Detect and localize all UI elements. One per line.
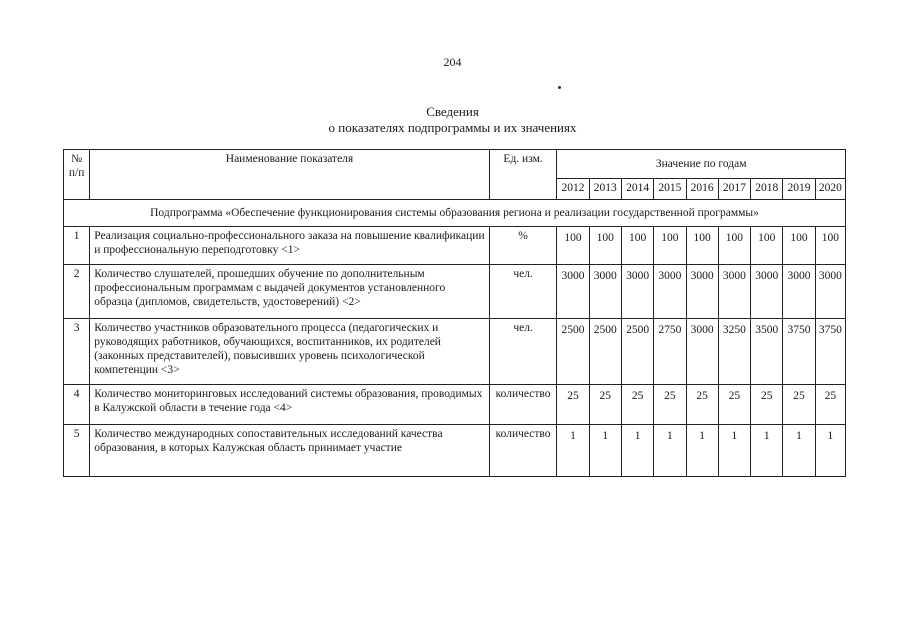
value-cell: 3750	[815, 319, 845, 385]
value-cell: 3000	[783, 265, 815, 319]
value-cell: 1	[718, 425, 750, 477]
value-cell: 100	[751, 227, 783, 265]
value-cell: 3000	[815, 265, 845, 319]
value-cell: 1	[686, 425, 718, 477]
title-line-1: Сведения	[426, 104, 479, 119]
value-cell: 3750	[783, 319, 815, 385]
value-cell: 25	[815, 385, 845, 425]
value-cell: 3000	[686, 319, 718, 385]
header-year: 2019	[783, 179, 815, 200]
table-row	[64, 265, 846, 319]
value-cell: 3000	[654, 265, 686, 319]
unit-cell: чел.	[489, 319, 557, 385]
value-cell: 3250	[718, 319, 750, 385]
unit-cell: %	[489, 227, 557, 265]
table-row	[64, 227, 846, 265]
table-row	[64, 425, 846, 477]
value-cell: 100	[621, 227, 653, 265]
row-number: 5	[64, 425, 90, 477]
row-number: 3	[64, 319, 90, 385]
header-year: 2020	[815, 179, 845, 200]
value-cell: 3000	[621, 265, 653, 319]
indicator-name: Количество слушателей, прошедших обучение по дополнительным профессиональным программам с выдачей документов установленного образца (дипломов, свидетельств, удостоверений) <2>	[90, 265, 490, 319]
header-year: 2013	[589, 179, 621, 200]
value-cell: 100	[718, 227, 750, 265]
value-cell: 2500	[589, 319, 621, 385]
value-cell: 1	[751, 425, 783, 477]
title-line-2: о показателях подпрограммы и их значениях	[328, 120, 577, 135]
document-title	[0, 104, 905, 136]
value-cell: 1	[621, 425, 653, 477]
header-row	[64, 150, 846, 179]
value-cell: 100	[589, 227, 621, 265]
header-no: № п/п	[64, 150, 90, 200]
value-cell: 1	[815, 425, 845, 477]
unit-cell: количество	[489, 425, 557, 477]
indicator-name: Количество мониторинговых исследований системы образования, проводимых в Калужской области в течение года <4>	[90, 385, 490, 425]
value-cell: 100	[557, 227, 589, 265]
value-cell: 3000	[718, 265, 750, 319]
value-cell: 1	[654, 425, 686, 477]
header-year: 2018	[751, 179, 783, 200]
header-year: 2014	[621, 179, 653, 200]
value-cell: 3000	[751, 265, 783, 319]
value-cell: 25	[686, 385, 718, 425]
value-cell: 3500	[751, 319, 783, 385]
indicator-name: Количество международных сопоставительных исследований качества образования, в которых Калужская область принимает участие	[90, 425, 490, 477]
value-cell: 100	[783, 227, 815, 265]
row-number: 4	[64, 385, 90, 425]
value-cell: 2500	[621, 319, 653, 385]
value-cell: 1	[783, 425, 815, 477]
value-cell: 25	[718, 385, 750, 425]
value-cell: 3000	[557, 265, 589, 319]
value-cell: 1	[589, 425, 621, 477]
subprogram-row	[64, 200, 846, 227]
scan-speck	[558, 86, 561, 89]
header-year: 2012	[557, 179, 589, 200]
value-cell: 25	[557, 385, 589, 425]
value-cell: 25	[621, 385, 653, 425]
header-year: 2017	[718, 179, 750, 200]
value-cell: 25	[751, 385, 783, 425]
header-unit: Ед. изм.	[489, 150, 557, 200]
row-number: 2	[64, 265, 90, 319]
indicator-name: Реализация социально-профессионального заказа на повышение квалификации и профессиональную переподготовку <1>	[90, 227, 490, 265]
header-year: 2016	[686, 179, 718, 200]
table-row	[64, 319, 846, 385]
value-cell: 2500	[557, 319, 589, 385]
unit-cell: чел.	[489, 265, 557, 319]
indicator-name: Количество участников образовательного процесса (педагогических и руководящих работников, обучающихся, воспитанников, их родителей (законных представителей), повысивших уровень психологической компетенции <3>	[90, 319, 490, 385]
value-cell: 100	[686, 227, 718, 265]
value-cell: 25	[654, 385, 686, 425]
unit-cell: количество	[489, 385, 557, 425]
header-year: 2015	[654, 179, 686, 200]
header-values-by-year: Значение по годам	[557, 150, 846, 179]
row-number: 1	[64, 227, 90, 265]
value-cell: 25	[783, 385, 815, 425]
header-name: Наименование показателя	[90, 150, 490, 200]
subprogram-title: Подпрограмма «Обеспечение функционирования системы образования региона и реализации государственной программы»	[64, 200, 846, 227]
value-cell: 1	[557, 425, 589, 477]
page-number: 204	[443, 55, 462, 69]
value-cell: 2750	[654, 319, 686, 385]
value-cell: 25	[589, 385, 621, 425]
value-cell: 100	[654, 227, 686, 265]
value-cell: 3000	[686, 265, 718, 319]
value-cell: 3000	[589, 265, 621, 319]
table-row	[64, 385, 846, 425]
indicators-table	[63, 149, 846, 477]
value-cell: 100	[815, 227, 845, 265]
